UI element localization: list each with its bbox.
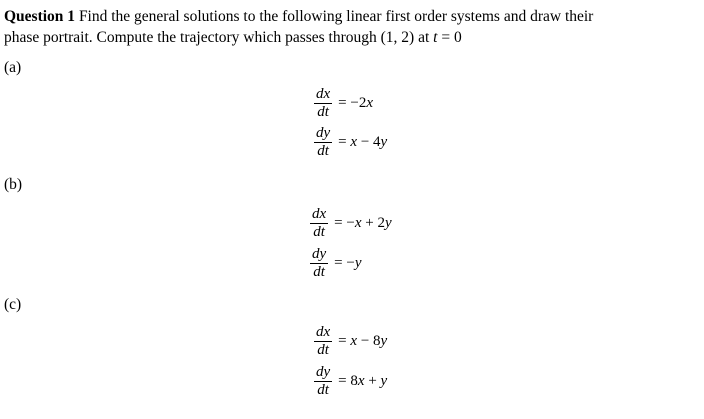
derivative-fraction xyxy=(314,324,332,359)
fraction-numerator: dx xyxy=(316,85,331,102)
rhs-term: = −2 xyxy=(338,94,367,111)
question-statement xyxy=(4,6,700,48)
fraction-numerator: dy xyxy=(316,124,331,141)
fraction-denominator: dt xyxy=(317,103,329,120)
question-label: Question 1 xyxy=(4,8,76,25)
part-a-equation-1 xyxy=(314,83,373,123)
rhs-term: − 8 xyxy=(357,332,381,349)
equation-rhs xyxy=(338,95,373,112)
part-c-equation-2 xyxy=(314,361,387,401)
condition-equals: = 0 xyxy=(437,29,462,46)
fraction-denominator: dt xyxy=(313,263,325,280)
equation-rhs xyxy=(338,333,387,350)
rhs-variable: x xyxy=(350,332,358,349)
fraction-denominator: dt xyxy=(317,142,329,159)
rhs-term: + xyxy=(364,372,381,389)
fraction-denominator: dt xyxy=(317,381,329,398)
part-a-equation-2 xyxy=(314,122,387,162)
part-b-equation-1 xyxy=(310,203,392,243)
fraction-numerator: dx xyxy=(316,323,331,340)
equation-rhs xyxy=(338,373,387,390)
fraction-numerator: dy xyxy=(312,245,327,262)
condition-variable: t xyxy=(433,29,438,46)
rhs-term: = xyxy=(338,133,351,150)
rhs-variable: x xyxy=(366,94,374,111)
equation-rhs xyxy=(334,215,391,232)
derivative-fraction xyxy=(310,246,328,281)
derivative-fraction xyxy=(314,364,332,399)
part-b-label: (b) xyxy=(4,176,23,193)
fraction-denominator: dt xyxy=(313,223,325,240)
equation-rhs xyxy=(334,255,361,272)
derivative-fraction xyxy=(314,125,332,160)
rhs-variable: x xyxy=(350,133,358,150)
rhs-variable: x xyxy=(357,372,365,389)
part-c-label: (c) xyxy=(4,296,22,313)
rhs-variable: x xyxy=(354,214,362,231)
fraction-numerator: dx xyxy=(312,205,327,222)
derivative-fraction xyxy=(310,206,328,241)
rhs-variable: y xyxy=(380,372,388,389)
question-text-line2: phase portrait. Compute the trajectory which passes through (1, 2) at xyxy=(4,29,434,46)
question-text-line1: Find the general solutions to the following linear first order systems and draw their xyxy=(75,8,594,25)
rhs-term: = 8 xyxy=(338,372,358,389)
equation-rhs xyxy=(338,134,387,151)
part-b-equation-2 xyxy=(310,243,362,283)
rhs-term: = − xyxy=(334,254,355,271)
rhs-term: = xyxy=(338,332,351,349)
part-c-equation-1 xyxy=(314,321,387,361)
rhs-term: + 2 xyxy=(361,214,385,231)
rhs-variable: y xyxy=(354,254,362,271)
fraction-denominator: dt xyxy=(317,341,329,358)
rhs-term: − 4 xyxy=(357,133,381,150)
part-a-label: (a) xyxy=(4,59,22,76)
rhs-variable: y xyxy=(384,214,392,231)
rhs-variable: y xyxy=(380,332,388,349)
rhs-term: = − xyxy=(334,214,355,231)
derivative-fraction xyxy=(314,86,332,121)
fraction-numerator: dy xyxy=(316,363,331,380)
rhs-variable: y xyxy=(380,133,388,150)
